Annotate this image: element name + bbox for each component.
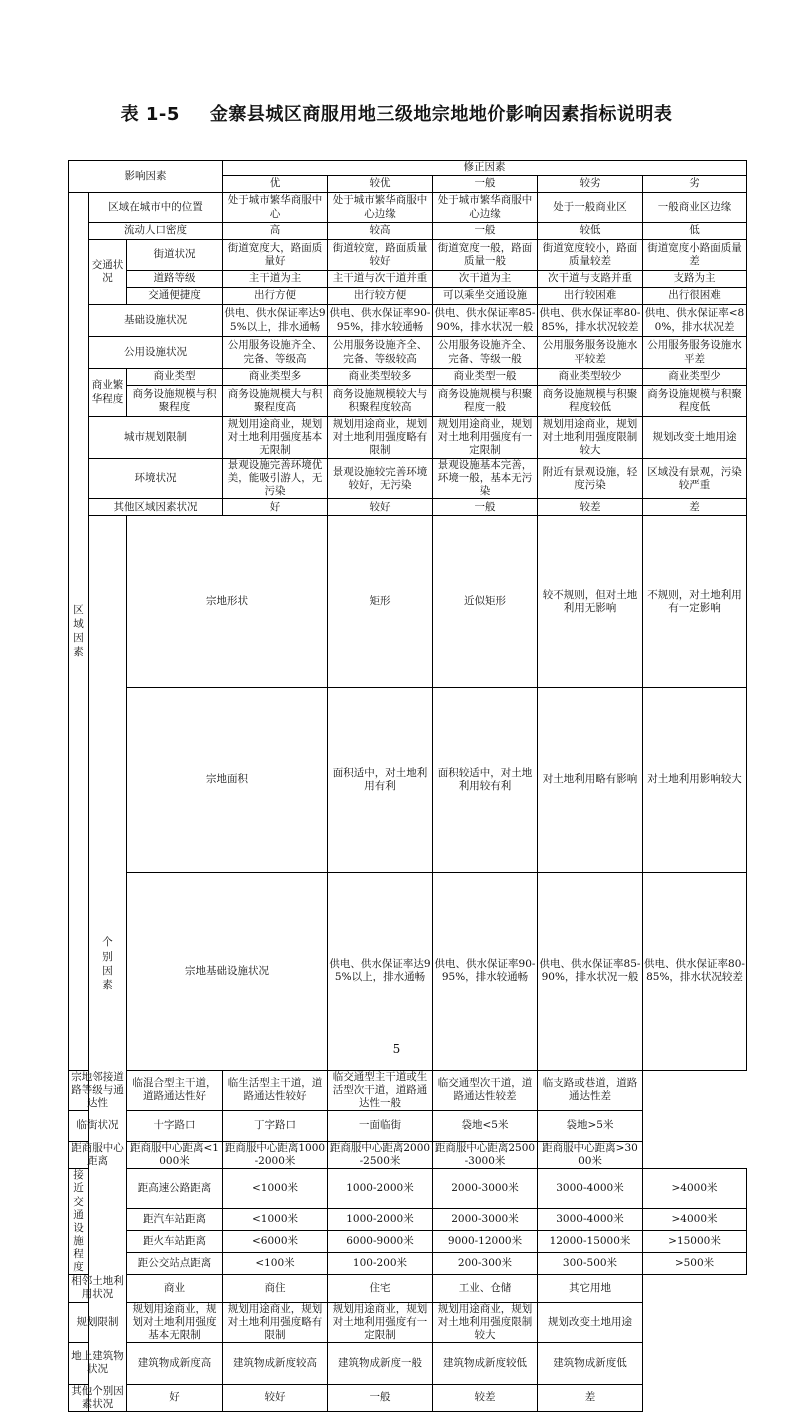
grade-value-cell: 供电、供水保证率<80%，排水状况差 bbox=[643, 305, 747, 337]
table-row bbox=[69, 1169, 747, 1208]
grade-value-cell: 不规则，对土地利用有一定影响 bbox=[643, 516, 747, 688]
factor-label: 相邻土地利用状况 bbox=[69, 1275, 127, 1302]
grade-value-cell: 供电、供水保证率达95%以上，排水通畅 bbox=[328, 872, 433, 1070]
table-row bbox=[69, 1275, 747, 1302]
grade-value-cell: 商业类型一般 bbox=[433, 369, 538, 386]
grade-value-cell: 街道宽度小路面质量差 bbox=[643, 240, 747, 271]
factor-label: 流动人口密度 bbox=[89, 223, 223, 240]
grade-value-cell: 好 bbox=[223, 499, 328, 516]
grade-value-cell: 供电、供水保证率80-85%，排水状况较差 bbox=[643, 872, 747, 1070]
grade-value-cell: 较不规则，但对土地利用无影响 bbox=[538, 516, 643, 688]
table-row bbox=[69, 417, 747, 459]
grade-value-cell: 主干道与次干道并重 bbox=[328, 271, 433, 288]
grade-value-cell: 近似矩形 bbox=[433, 516, 538, 688]
factor-label: 其他区域因素状况 bbox=[89, 499, 223, 516]
grade-value-cell: 商务设施规模与积聚程度较低 bbox=[538, 386, 643, 417]
factor-label: 距汽车站距离 bbox=[127, 1208, 223, 1230]
grade-value-cell: 规划用途商业，规划对土地利用强度基本无限制 bbox=[127, 1302, 223, 1342]
grade-value-cell: <6000米 bbox=[223, 1230, 328, 1252]
header-modifier: 修正因素 bbox=[223, 161, 747, 176]
grade-value-cell: 袋地>5米 bbox=[538, 1111, 643, 1142]
grade-value-cell: <1000米 bbox=[223, 1208, 328, 1230]
grade-value-cell: 一般 bbox=[433, 223, 538, 240]
table-row bbox=[69, 223, 747, 240]
grade-value-cell: 较高 bbox=[328, 223, 433, 240]
table-row bbox=[69, 369, 747, 386]
grade-value-cell: 街道宽度大，路面质量好 bbox=[223, 240, 328, 271]
factor-label: 城市规划限制 bbox=[89, 417, 223, 459]
grade-value-cell: 建筑物成新度较高 bbox=[223, 1342, 328, 1384]
grade-value-cell: 3000-4000米 bbox=[538, 1169, 643, 1208]
factor-label: 街道状况 bbox=[127, 240, 223, 271]
grade-value-cell: 规划用途商业，规划对土地利用强度略有限制 bbox=[328, 417, 433, 459]
grade-value-cell: 高 bbox=[223, 223, 328, 240]
grade-value-cell: 2000-3000米 bbox=[433, 1208, 538, 1230]
grade-value-cell: 较好 bbox=[223, 1384, 328, 1411]
table-row bbox=[69, 516, 747, 688]
grade-value-cell: 可以乘坐交通设施 bbox=[433, 288, 538, 305]
factor-label: 宗地面积 bbox=[127, 688, 328, 873]
grade-value-cell: 商务设施规模与积聚程度低 bbox=[643, 386, 747, 417]
grade-value-cell: >500米 bbox=[643, 1252, 747, 1274]
table-row bbox=[69, 193, 747, 223]
table-number: 表 1-5 bbox=[120, 104, 180, 125]
grade-value-cell: 距商服中心距离>3000米 bbox=[538, 1142, 643, 1169]
grade-value-cell: 建筑物成新度低 bbox=[538, 1342, 643, 1384]
header-grade: 较劣 bbox=[538, 176, 643, 193]
factor-label: 交通便捷度 bbox=[127, 288, 223, 305]
grade-value-cell: 临混合型主干道，道路通达性好 bbox=[127, 1070, 223, 1110]
subgroup-traffic: 交通状 况 bbox=[89, 240, 127, 305]
table-row bbox=[69, 288, 747, 305]
grade-value-cell: 供电、供水保证率达95%以上，排水通畅 bbox=[223, 305, 328, 337]
table-title: 金寨县城区商服用地三级地宗地地价影响因素指标说明表 bbox=[209, 104, 673, 125]
grade-value-cell: 规划改变土地用途 bbox=[643, 417, 747, 459]
grade-value-cell: >4000米 bbox=[643, 1208, 747, 1230]
grade-value-cell: 矩形 bbox=[328, 516, 433, 688]
grade-value-cell: 3000-4000米 bbox=[538, 1208, 643, 1230]
grade-value-cell: 规划用途商业，规划对土地利用强度限制较大 bbox=[433, 1302, 538, 1342]
grade-value-cell: 较差 bbox=[538, 499, 643, 516]
header-grade: 较优 bbox=[328, 176, 433, 193]
grade-value-cell: 景观设施较完善环境较好，无污染 bbox=[328, 459, 433, 499]
grade-value-cell: 300-500米 bbox=[538, 1252, 643, 1274]
factor-label: 区域在城市中的位置 bbox=[89, 193, 223, 223]
grade-value-cell: 规划用途商业，规划对土地利用强度有一定限制 bbox=[328, 1302, 433, 1342]
grade-value-cell: <1000米 bbox=[223, 1169, 328, 1208]
grade-value-cell: 临生活型主干道，道路通达性较好 bbox=[223, 1070, 328, 1110]
table-row bbox=[69, 271, 747, 288]
grade-value-cell: 临交通型次干道，道路通达性较差 bbox=[433, 1070, 538, 1110]
grade-value-cell: >4000米 bbox=[643, 1169, 747, 1208]
grade-value-cell: 面积适中，对土地利用有利 bbox=[328, 688, 433, 873]
grade-value-cell: 建筑物成新度较低 bbox=[433, 1342, 538, 1384]
grade-value-cell: 丁字路口 bbox=[223, 1111, 328, 1142]
table-row bbox=[69, 1111, 747, 1142]
grade-value-cell: 9000-12000米 bbox=[433, 1230, 538, 1252]
factor-label: 临街状况 bbox=[69, 1111, 127, 1142]
table-row bbox=[69, 337, 747, 369]
grade-value-cell: 距商服中心距离<1000米 bbox=[127, 1142, 223, 1169]
page-title bbox=[0, 100, 793, 126]
grade-value-cell: 2000-3000米 bbox=[433, 1169, 538, 1208]
grade-value-cell: 出行很困难 bbox=[643, 288, 747, 305]
table-row bbox=[69, 1142, 747, 1169]
grade-value-cell: 临交通型主干道或生活型次干道，道路通达性一般 bbox=[328, 1070, 433, 1110]
factor-label: 公用设施状况 bbox=[89, 337, 223, 369]
table-row bbox=[69, 386, 747, 417]
grade-value-cell: 面积较适中，对土地利用较有利 bbox=[433, 688, 538, 873]
grade-value-cell: 公用服务设施齐全、完备、等级较高 bbox=[328, 337, 433, 369]
grade-value-cell: 出行较方便 bbox=[328, 288, 433, 305]
grade-value-cell: 次干道为主 bbox=[433, 271, 538, 288]
grade-value-cell: 一面临街 bbox=[328, 1111, 433, 1142]
grade-value-cell: 规划用途商业，规划对土地利用强度基本无限制 bbox=[223, 417, 328, 459]
grade-value-cell: 好 bbox=[127, 1384, 223, 1411]
grade-value-cell: 主干道为主 bbox=[223, 271, 328, 288]
table-row bbox=[69, 1384, 747, 1411]
grade-value-cell: 十字路口 bbox=[127, 1111, 223, 1142]
grade-value-cell: 处于城市繁华商服中心边缘 bbox=[328, 193, 433, 223]
table-row bbox=[69, 305, 747, 337]
grade-value-cell: 规划用途商业，规划对土地利用强度略有限制 bbox=[223, 1302, 328, 1342]
grade-value-cell: 供电、供水保证率85-90%，排水状况一般 bbox=[538, 872, 643, 1070]
grade-value-cell: 距商服中心距离1000-2000米 bbox=[223, 1142, 328, 1169]
grade-value-cell: 建筑物成新度高 bbox=[127, 1342, 223, 1384]
table-row bbox=[69, 1252, 747, 1274]
factor-label: 道路等级 bbox=[127, 271, 223, 288]
grade-value-cell: 公用服务设施齐全、完备、等级高 bbox=[223, 337, 328, 369]
grade-value-cell: 街道较宽，路面质量较好 bbox=[328, 240, 433, 271]
table-row bbox=[69, 872, 747, 1070]
table-row bbox=[69, 688, 747, 873]
grade-value-cell: 对土地利用略有影响 bbox=[538, 688, 643, 873]
factor-table bbox=[68, 160, 747, 1412]
table-row bbox=[69, 1070, 747, 1110]
grade-value-cell: 差 bbox=[643, 499, 747, 516]
grade-value-cell: 商业类型较少 bbox=[538, 369, 643, 386]
grade-value-cell: 对土地利用影响较大 bbox=[643, 688, 747, 873]
grade-value-cell: 供电、供水保证率85-90%，排水状况一般 bbox=[433, 305, 538, 337]
header-grade: 一般 bbox=[433, 176, 538, 193]
grade-value-cell: 支路为主 bbox=[643, 271, 747, 288]
grade-value-cell: 次干道与支路并重 bbox=[538, 271, 643, 288]
table-row bbox=[69, 240, 747, 271]
grade-value-cell: 一般商业区边缘 bbox=[643, 193, 747, 223]
factor-label: 基础设施状况 bbox=[89, 305, 223, 337]
grade-value-cell: 1000-2000米 bbox=[328, 1208, 433, 1230]
grade-value-cell: 距商服中心距离2000-2500米 bbox=[328, 1142, 433, 1169]
header-factor: 影响因素 bbox=[69, 161, 223, 193]
grade-value-cell: 公用服务服务设施水平差 bbox=[643, 337, 747, 369]
grade-value-cell: 其它用地 bbox=[538, 1275, 643, 1302]
grade-value-cell: 出行方便 bbox=[223, 288, 328, 305]
grade-value-cell: 处于城市繁华商服中心 bbox=[223, 193, 328, 223]
factor-label: 宗地基础设施状况 bbox=[127, 872, 328, 1070]
grade-value-cell: 12000-15000米 bbox=[538, 1230, 643, 1252]
grade-value-cell: 规划改变土地用途 bbox=[538, 1302, 643, 1342]
grade-value-cell: 景观设施完善环境优美，能吸引游人，无污染 bbox=[223, 459, 328, 499]
factor-label: 商业类型 bbox=[127, 369, 223, 386]
grade-value-cell: 商务设施规模大与积聚程度高 bbox=[223, 386, 328, 417]
grade-value-cell: 较好 bbox=[328, 499, 433, 516]
factor-label: 宗地邻接道路等级与通达性 bbox=[69, 1070, 127, 1110]
grade-value-cell: 工业、仓储 bbox=[433, 1275, 538, 1302]
grade-value-cell: 商务设施规模与积聚程度一般 bbox=[433, 386, 538, 417]
group-regional: 区 域 因 素 bbox=[69, 193, 89, 1071]
grade-value-cell: 商业类型少 bbox=[643, 369, 747, 386]
table-row bbox=[69, 1230, 747, 1252]
grade-value-cell: 住宅 bbox=[328, 1275, 433, 1302]
grade-value-cell: 处于一般商业区 bbox=[538, 193, 643, 223]
grade-value-cell: 街道宽度一般，路面质量一般 bbox=[433, 240, 538, 271]
grade-value-cell: 一般 bbox=[433, 499, 538, 516]
grade-value-cell: 出行较困难 bbox=[538, 288, 643, 305]
grade-value-cell: 建筑物成新度一般 bbox=[328, 1342, 433, 1384]
grade-value-cell: 区域没有景观，污染较严重 bbox=[643, 459, 747, 499]
page-number: 5 bbox=[392, 1042, 401, 1056]
grade-value-cell: <100米 bbox=[223, 1252, 328, 1274]
grade-value-cell: 商务设施规模较大与积聚程度较高 bbox=[328, 386, 433, 417]
grade-value-cell: 100-200米 bbox=[328, 1252, 433, 1274]
grade-value-cell: 供电、供水保证率90-95%，排水较通畅 bbox=[433, 872, 538, 1070]
grade-value-cell: 距商服中心距离2500-3000米 bbox=[433, 1142, 538, 1169]
grade-value-cell: 附近有景观设施，轻度污染 bbox=[538, 459, 643, 499]
header-grade: 劣 bbox=[643, 176, 747, 193]
group-individual: 个 别 因 素 bbox=[89, 516, 127, 1412]
table-row bbox=[69, 499, 747, 516]
grade-value-cell: 低 bbox=[643, 223, 747, 240]
table-row bbox=[69, 1342, 747, 1384]
factor-label: 其他个别因素状况 bbox=[69, 1384, 127, 1411]
factor-label: 环境状况 bbox=[89, 459, 223, 499]
grade-value-cell: 规划用途商业，规划对土地利用强度有一定限制 bbox=[433, 417, 538, 459]
grade-value-cell: >15000米 bbox=[643, 1230, 747, 1252]
grade-value-cell: 临支路或巷道，道路通达性差 bbox=[538, 1070, 643, 1110]
grade-value-cell: 袋地<5米 bbox=[433, 1111, 538, 1142]
table-row bbox=[69, 161, 747, 176]
subgroup-access: 接近交 通设施 程度 bbox=[69, 1169, 89, 1275]
factor-label: 规划限制 bbox=[69, 1302, 127, 1342]
factor-label: 地上建筑物状况 bbox=[69, 1342, 127, 1384]
factor-label: 距高速公路距离 bbox=[127, 1169, 223, 1208]
grade-value-cell: 商业类型多 bbox=[223, 369, 328, 386]
grade-value-cell: 商住 bbox=[223, 1275, 328, 1302]
grade-value-cell: 规划用途商业，规划对土地利用强度限制较大 bbox=[538, 417, 643, 459]
factor-label: 距火车站距离 bbox=[127, 1230, 223, 1252]
grade-value-cell: 公用服务服务设施水平较差 bbox=[538, 337, 643, 369]
factor-label: 宗地形状 bbox=[127, 516, 328, 688]
grade-value-cell: 供电、供水保证率80-85%，排水状况较差 bbox=[538, 305, 643, 337]
grade-value-cell: 较差 bbox=[433, 1384, 538, 1411]
subgroup-commerce: 商业繁 华程度 bbox=[89, 369, 127, 417]
grade-value-cell: 一般 bbox=[328, 1384, 433, 1411]
grade-value-cell: 1000-2000米 bbox=[328, 1169, 433, 1208]
grade-value-cell: 街道宽度较小，路面质量较差 bbox=[538, 240, 643, 271]
factor-label: 商务设施规模与积聚程度 bbox=[127, 386, 223, 417]
grade-value-cell: 供电、供水保证率90-95%，排水较通畅 bbox=[328, 305, 433, 337]
grade-value-cell: 差 bbox=[538, 1384, 643, 1411]
grade-value-cell: 6000-9000米 bbox=[328, 1230, 433, 1252]
header-grade: 优 bbox=[223, 176, 328, 193]
table-body bbox=[69, 161, 747, 1412]
factor-label: 距商服中心距离 bbox=[69, 1142, 127, 1169]
grade-value-cell: 商业类型较多 bbox=[328, 369, 433, 386]
grade-value-cell: 商业 bbox=[127, 1275, 223, 1302]
table-row bbox=[69, 1302, 747, 1342]
table-row bbox=[69, 459, 747, 499]
factor-label: 距公交站点距离 bbox=[127, 1252, 223, 1274]
grade-value-cell: 景观设施基本完善，环境一般，基本无污染 bbox=[433, 459, 538, 499]
table-row bbox=[69, 1208, 747, 1230]
grade-value-cell: 处于城市繁华商服中心边缘 bbox=[433, 193, 538, 223]
grade-value-cell: 较低 bbox=[538, 223, 643, 240]
grade-value-cell: 200-300米 bbox=[433, 1252, 538, 1274]
grade-value-cell: 公用服务设施齐全、完备、等级一般 bbox=[433, 337, 538, 369]
